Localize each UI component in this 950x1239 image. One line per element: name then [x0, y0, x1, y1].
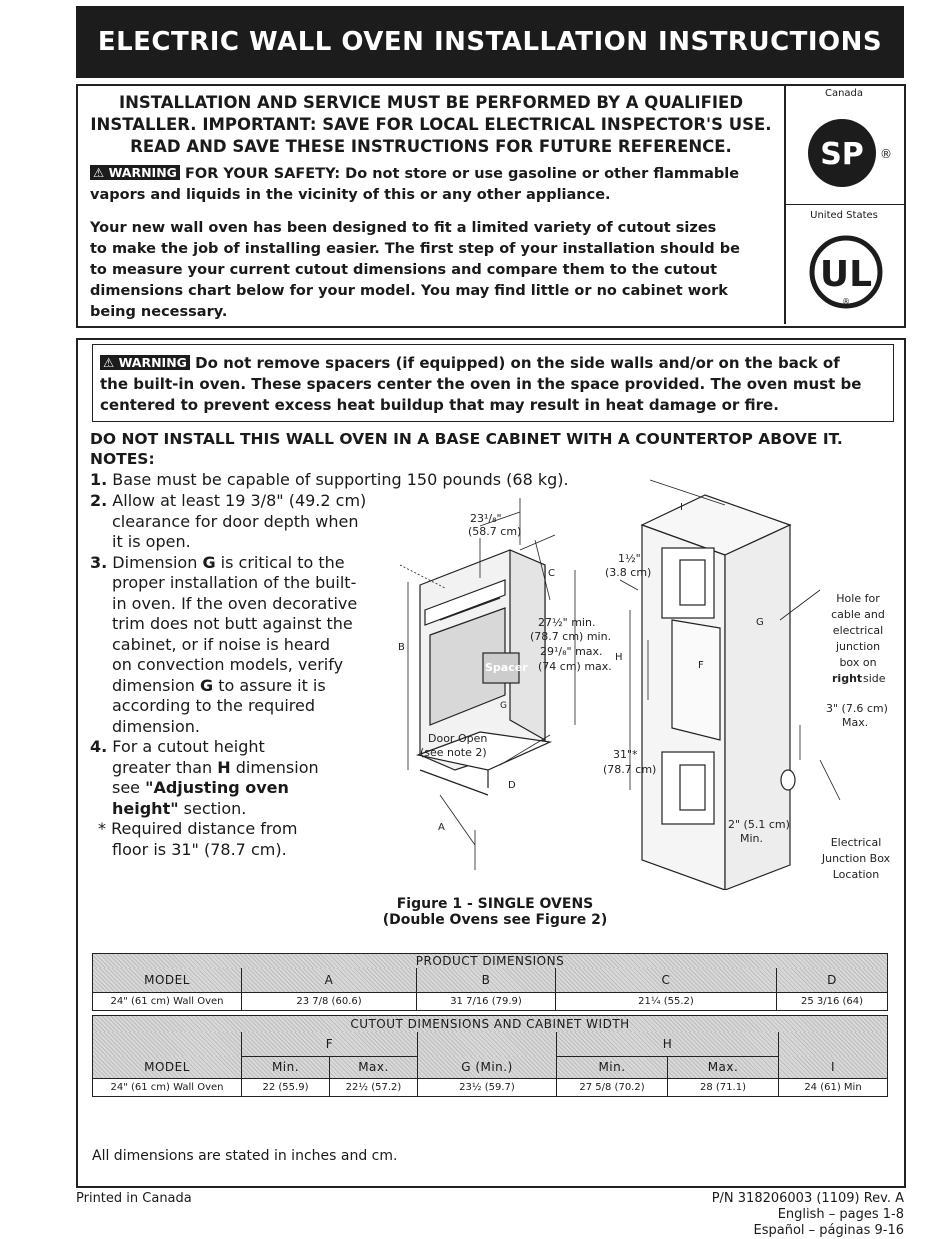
english-pages: English – pages 1-8: [777, 1207, 904, 1222]
note-4c: see "Adjusting oven: [112, 778, 289, 797]
header-f: F: [242, 1032, 418, 1056]
label-g-mark: G: [500, 701, 507, 711]
footer-left: Printed in Canada: [76, 1191, 192, 1206]
label-d: D: [508, 780, 516, 791]
csa-logo: [800, 108, 896, 198]
see-note: (see note 2): [420, 746, 487, 759]
cutout-cell-f-min: 22 (55.9): [242, 1078, 330, 1096]
ul-text: UL: [819, 254, 873, 295]
cutout-cell-model: 24" (61 cm) Wall Oven: [93, 1078, 242, 1096]
cutout-cell-g: 23½ (59.7): [418, 1078, 557, 1096]
cell-d: 25 3/16 (64): [777, 992, 888, 1010]
note-3h: according to the required: [112, 696, 315, 715]
label-a: A: [438, 822, 445, 833]
cell-b: 31 7/16 (79.9): [417, 992, 556, 1010]
spacer-warning-l2: the built-in oven. These spacers center the oven in the space provided. The oven must be: [100, 375, 862, 393]
dim-2: 2" (5.1 cm): [728, 818, 790, 831]
intro-p3: to measure your current cutout dimensions and compare them to the cutout: [90, 262, 718, 278]
label-c: C: [548, 568, 555, 579]
note-2b: clearance for door depth when: [112, 511, 359, 531]
note-4b: greater than H dimension: [112, 757, 319, 777]
intro-line-3: READ AND SAVE THESE INSTRUCTIONS FOR FUTURE REFERENCE.: [130, 137, 732, 156]
note-star-2: floor is 31" (78.7 cm).: [112, 839, 287, 859]
label-i: I: [680, 502, 683, 513]
table-row: [93, 992, 888, 1010]
label-g: G: [756, 617, 764, 628]
dim-3-8: (3.8 cm): [605, 566, 652, 579]
warning-badge: ⚠ WARNING: [90, 165, 180, 180]
warning-badge-2: ⚠ WARNING: [100, 355, 190, 370]
note-3: 3. Dimension G is critical to the: [90, 552, 345, 572]
intro-line-2: INSTALLER. IMPORTANT: SAVE FOR LOCAL ELECTRICAL INSPECTOR'S USE.: [90, 115, 772, 134]
hole-5: box on: [839, 656, 877, 669]
product-dimensions-table: [92, 953, 888, 1011]
hole-6b: side: [863, 672, 886, 685]
intro-p1: Your new wall oven has been designed to fit a limited variety of cutout sizes: [90, 220, 717, 236]
part-number: P/N 318206003 (1109) Rev. A: [711, 1191, 904, 1206]
cutout-table-title: CUTOUT DIMENSIONS AND CABINET WIDTH: [93, 1016, 888, 1033]
label-f: F: [698, 660, 704, 671]
dim-78-7: (78.7 cm) min.: [530, 630, 612, 643]
note-2: 2. Allow at least 19 3/8" (49.2 cm): [90, 491, 367, 510]
cutout-dimensions-table: [92, 1015, 888, 1097]
notes-title: NOTES:: [90, 450, 155, 468]
cutout-header-model: MODEL: [93, 1056, 242, 1078]
note-star-1: * Required distance from: [98, 819, 298, 838]
note-3i: dimension.: [112, 716, 200, 736]
hole-3: electrical: [832, 624, 884, 637]
cell-c: 21¼ (55.2): [556, 992, 777, 1010]
dim-3: 3" (7.6 cm): [826, 702, 888, 715]
dim-31: 31"*: [613, 748, 638, 761]
note-2c: it is open.: [112, 532, 191, 551]
intro-p4: dimensions chart below for your model. You may find little or no cabinet work: [90, 283, 728, 299]
spacer-warning: [100, 353, 890, 416]
do-not-install: DO NOT INSTALL THIS WALL OVEN IN A BASE CABINET WITH A COUNTERTOP ABOVE IT.: [90, 430, 843, 448]
intro-p2: to make the job of installing easier. The first step of your installation should be: [90, 241, 740, 257]
table-row: [93, 1078, 888, 1096]
all-dimensions-note: All dimensions are stated in inches and cm.: [92, 1148, 398, 1164]
cutout-cell-i: 24 (61) Min: [779, 1078, 888, 1096]
label-max: Max.: [842, 716, 869, 729]
note-3b: proper installation of the built-: [112, 573, 357, 592]
note-4d: height" section.: [112, 798, 247, 818]
installation-diagram: [380, 470, 900, 890]
dim-78-7b: (78.7 cm): [603, 763, 657, 776]
cutout-cell-h-min: 27 5/8 (70.2): [557, 1078, 668, 1096]
note-4: 4. For a cutout height: [90, 737, 265, 756]
intro-line-1: INSTALLATION AND SERVICE MUST BE PERFORMED BY A QUALIFIED: [118, 93, 744, 112]
ej-3: Location: [832, 868, 880, 881]
canada-label: Canada: [824, 88, 864, 99]
hole-4: junction: [835, 640, 881, 653]
door-open: Door Open: [428, 732, 488, 745]
spacer-warning-l3: centered to prevent excess heat buildup that may result in heat damage or fire.: [100, 396, 779, 414]
header-a: A: [242, 968, 417, 992]
cutout-cell-h-max: 28 (71.1): [668, 1078, 779, 1096]
header-f-max: Max.: [330, 1056, 418, 1078]
cutout-header-spacer-g: [418, 1032, 557, 1056]
header-model: MODEL: [93, 968, 242, 992]
note-3e: cabinet, or if noise is heard: [112, 634, 330, 654]
logo-divider: [784, 204, 904, 205]
hole-1: Hole for: [836, 592, 880, 605]
figure-caption-2: (Double Ovens see Figure 2): [382, 912, 608, 928]
header-f-min: Min.: [242, 1056, 330, 1078]
intro-heading: [80, 92, 782, 158]
dim-23: 23¹/₈": [470, 512, 502, 525]
note-3c: in oven. If the oven decorative: [112, 593, 358, 613]
intro-paragraph: [90, 218, 780, 323]
footer-right: [712, 1191, 904, 1239]
csa-text: SP: [820, 137, 864, 172]
ej-2: Junction Box: [821, 852, 891, 865]
dim-58-7: (58.7 cm): [468, 525, 522, 538]
safety-warning: [90, 164, 780, 206]
note-3g: dimension G to assure it is: [112, 675, 326, 695]
product-table-title: PRODUCT DIMENSIONS: [93, 954, 888, 969]
cutout-cell-f-max: 22½ (57.2): [330, 1078, 418, 1096]
dim-1-5: 1½": [618, 552, 641, 565]
dim-74: (74 cm) max.: [538, 660, 612, 673]
note-1: 1. Base must be capable of supporting 150 pounds (68 kg).: [90, 470, 569, 489]
header-h: H: [557, 1032, 779, 1056]
note-3d: trim does not butt against the: [112, 614, 353, 633]
cutout-header-spacer-i: [779, 1032, 888, 1056]
dim-27-5: 27½" min.: [538, 616, 596, 629]
label-b: B: [398, 642, 405, 653]
ej-1: Electrical: [830, 836, 882, 849]
safety-text: FOR YOUR SAFETY: Do not store or use gasoline or other flammable: [179, 166, 740, 182]
csa-reg: ®: [880, 147, 892, 161]
us-label: United States: [810, 210, 878, 221]
header-h-max: Max.: [668, 1056, 779, 1078]
safety-text-2: vapors and liquids in the vicinity of this or any other appliance.: [90, 187, 611, 203]
hole-6a: right: [832, 672, 863, 685]
figure-caption: [300, 896, 690, 928]
header-d: D: [777, 968, 888, 992]
figure-caption-1: Figure 1 - SINGLE OVENS: [396, 896, 594, 912]
cell-model: 24" (61 cm) Wall Oven: [93, 992, 242, 1010]
header-g-min: G (Min.): [418, 1056, 557, 1078]
header-h-min: Min.: [557, 1056, 668, 1078]
dim-29: 29¹/₈" max.: [540, 645, 603, 658]
ul-reg: ®: [842, 297, 850, 306]
label-min: Min.: [740, 832, 764, 845]
intro-p5: being necessary.: [90, 304, 228, 320]
hole-2: cable and: [831, 608, 885, 621]
spanish-pages: Español – páginas 9-16: [753, 1223, 904, 1238]
spacer-warning-l1: Do not remove spacers (if equipped) on the side walls and/or on the back of: [189, 354, 840, 372]
label-spacer: Spacer: [485, 661, 528, 674]
label-h: H: [615, 652, 623, 663]
header-i: I: [779, 1056, 888, 1078]
header-c: C: [556, 968, 777, 992]
cell-a: 23 7/8 (60.6): [242, 992, 417, 1010]
page-banner: ELECTRIC WALL OVEN INSTALLATION INSTRUCTIONS: [76, 6, 904, 78]
note-3f: on convection models, verify: [112, 655, 344, 674]
header-b: B: [417, 968, 556, 992]
notes-col: [90, 491, 400, 860]
cutout-header-spacer: [93, 1032, 242, 1056]
ul-logo: [800, 228, 896, 318]
